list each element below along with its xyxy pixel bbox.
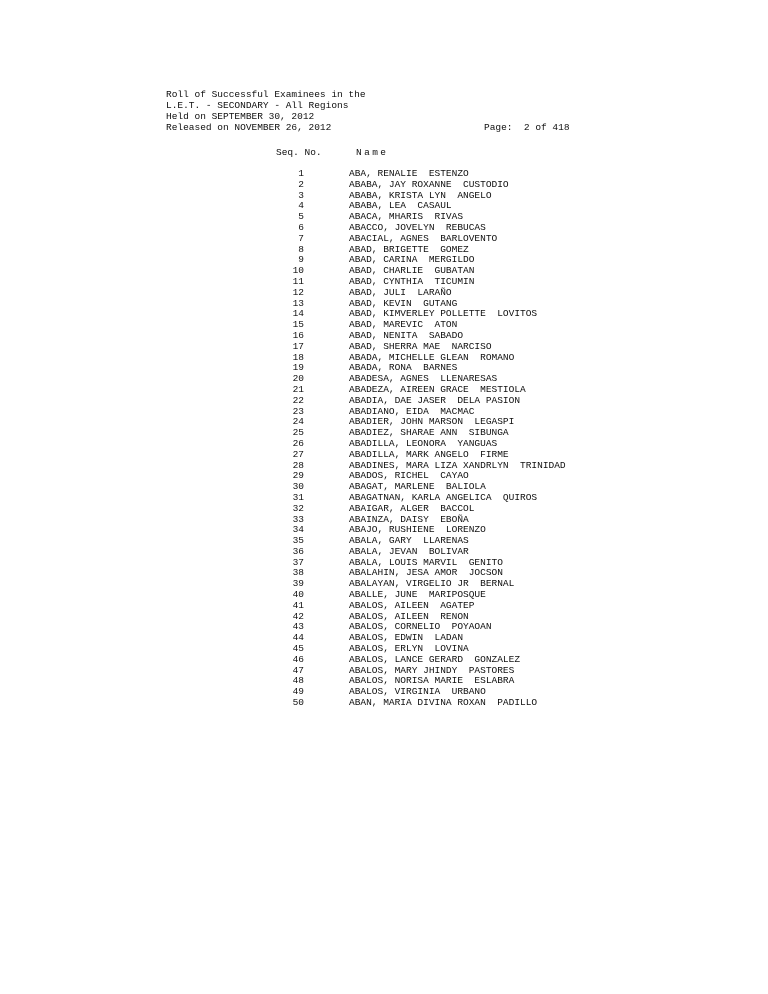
seq-number: 3: [298, 189, 304, 201]
examinee-name: ABALLE, JUNE MARIPOSQUE: [349, 589, 486, 601]
examinee-name: ABA, RENALIE ESTENZO: [349, 168, 469, 179]
seq-number: 33: [292, 513, 304, 525]
examinee-name: ABADILLA, LEONORA YANGUAS: [349, 437, 498, 449]
name-column-header: Name: [356, 147, 389, 158]
seq-number: 39: [292, 578, 304, 590]
seq-number: 13: [292, 297, 304, 309]
seq-number: 26: [292, 437, 304, 449]
seq-number: 4: [298, 200, 304, 212]
examinee-name: ABAGAT, MARLENE BALIOLA: [349, 481, 486, 493]
examinee-name: ABAD, CARINA MERGILDO: [349, 254, 475, 266]
seq-number: 44: [292, 632, 304, 644]
exam-date: Held on SEPTEMBER 30, 2012: [166, 111, 315, 122]
examinee-name: ABADESA, AGNES LLENARESAS: [349, 373, 498, 385]
examinee-name: ABADOS, RICHEL CAYAO: [349, 470, 469, 482]
examinee-name: ABADIANO, EIDA MACMAC: [349, 405, 475, 417]
seq-number: 11: [292, 275, 304, 287]
seq-number: 12: [292, 286, 304, 298]
examinee-name: ABAD, MAREVIC ATON: [349, 319, 458, 331]
seq-number: 15: [292, 319, 304, 331]
examinee-name: ABALOS, AILEEN AGATEP: [349, 599, 475, 611]
examinee-name: ABALOS, CORNELIO POYAOAN: [349, 621, 492, 633]
seq-number: 6: [298, 221, 304, 233]
examinee-name: ABAINZA, DAISY EBOÑA: [349, 513, 469, 525]
page-indicator: [484, 122, 570, 133]
examinee-name: ABALOS, MARY JHINDY PASTORES: [349, 664, 515, 676]
examinee-name: ABAD, NENITA SABADO: [349, 329, 464, 341]
examinee-name: ABALOS, LANCE GERARD GONZALEZ: [349, 653, 521, 665]
seq-number: 47: [292, 664, 304, 676]
examinee-name: ABALA, GARY LLARENAS: [349, 535, 469, 547]
examinee-name: ABACCO, JOVELYN REBUCAS: [349, 221, 486, 233]
examinee-name: ABADIA, DAE JASER DELA PASION: [349, 394, 521, 406]
seq-number: 19: [292, 362, 304, 374]
seq-number: 35: [292, 535, 304, 547]
examinee-name: ABAD, JULI LARAÑO: [349, 286, 452, 298]
examinee-name: ABALOS, VIRGINIA URBANO: [349, 686, 486, 698]
seq-number: 27: [292, 448, 304, 460]
examinee-name: ABAN, MARIA DIVINA ROXAN PADILLO: [349, 697, 538, 709]
seq-number: 36: [292, 545, 304, 557]
seq-number: 8: [298, 243, 304, 255]
seq-number: 50: [292, 697, 304, 709]
seq-number: 37: [292, 556, 304, 568]
examinee-name: ABADIEZ, SHARAE ANN SIBUNGA: [349, 427, 509, 439]
seq-number: 2: [298, 178, 304, 190]
seq-number: 1: [298, 168, 304, 179]
seq-number: 24: [292, 416, 304, 428]
report-title: Roll of Successful Examinees in the: [166, 89, 366, 100]
examinee-name: ABAIGAR, ALGER BACCOL: [349, 502, 475, 514]
seq-number: 48: [292, 675, 304, 687]
seq-number: 25: [292, 427, 304, 439]
seq-column-header: Seq. No.: [276, 147, 322, 158]
examinee-name: ABAD, KEVIN GUTANG: [349, 297, 458, 309]
seq-number: 23: [292, 405, 304, 417]
examinee-name: ABAD, KIMVERLEY POLLETTE LOVITOS: [349, 308, 538, 320]
examinee-name: ABALAYAN, VIRGELIO JR BERNAL: [349, 578, 515, 590]
seq-number: 34: [292, 524, 304, 536]
examinee-name: ABAGATNAN, KARLA ANGELICA QUIROS: [349, 491, 538, 503]
page-label: Page:: [484, 122, 513, 133]
list-item: [0, 698, 768, 709]
examinee-name: ABABA, JAY ROXANNE CUSTODIO: [349, 178, 509, 190]
examinee-name: ABABA, LEA CASAUL: [349, 200, 452, 212]
seq-number: 31: [292, 491, 304, 503]
examinee-name: ABADA, MICHELLE GLEAN ROMANO: [349, 351, 515, 363]
examinee-name: ABAD, BRIGETTE GOMEZ: [349, 243, 469, 255]
page-number: 2 of 418: [523, 122, 570, 133]
seq-number: 9: [298, 254, 304, 266]
examinee-name: ABALOS, ERLYN LOVINA: [349, 643, 469, 655]
examinee-name: ABACA, MHARIS RIVAS: [349, 211, 464, 223]
seq-number: 30: [292, 481, 304, 493]
seq-number: 28: [292, 459, 304, 471]
examinee-name: ABALA, LOUIS MARVIL GENITO: [349, 556, 503, 568]
seq-number: 38: [292, 567, 304, 579]
seq-number: 20: [292, 373, 304, 385]
seq-number: 29: [292, 470, 304, 482]
list-item: [0, 450, 768, 461]
release-date: Released on NOVEMBER 26, 2012: [166, 122, 332, 133]
examinee-name: ABALA, JEVAN BOLIVAR: [349, 545, 469, 557]
examinee-name: ABAD, SHERRA MAE NARCISO: [349, 340, 492, 352]
examinee-name: ABALOS, EDWIN LADAN: [349, 632, 464, 644]
examinee-name: ABAJO, RUSHIENE LORENZO: [349, 524, 486, 536]
exam-name: L.E.T. - SECONDARY - All Regions: [166, 100, 349, 111]
examinee-name: ABADINES, MARA LIZA XANDRLYN TRINIDAD: [349, 459, 566, 471]
seq-number: 40: [292, 589, 304, 601]
seq-number: 17: [292, 340, 304, 352]
examinee-name: ABACIAL, AGNES BARLOVENTO: [349, 232, 498, 244]
seq-number: 22: [292, 394, 304, 406]
seq-number: 32: [292, 502, 304, 514]
list-item: [0, 504, 768, 515]
seq-number: 42: [292, 610, 304, 622]
list-item: [0, 342, 768, 353]
seq-number: 5: [298, 211, 304, 223]
examinee-name: ABADEZA, AIREEN GRACE MESTIOLA: [349, 383, 526, 395]
examinee-name: ABALAHIN, JESA AMOR JOCSON: [349, 567, 503, 579]
examinee-name: ABADIER, JOHN MARSON LEGASPI: [349, 416, 515, 428]
seq-number: 45: [292, 643, 304, 655]
list-item: [0, 234, 768, 245]
examinee-name: ABADILLA, MARK ANGELO FIRME: [349, 448, 509, 460]
examinee-name: ABALOS, AILEEN RENON: [349, 610, 469, 622]
seq-number: 7: [298, 232, 304, 244]
examinee-name: ABABA, KRISTA LYN ANGELO: [349, 189, 492, 201]
seq-number: 21: [292, 383, 304, 395]
examinee-name: ABAD, CYNTHIA TICUMIN: [349, 275, 475, 287]
seq-number: 14: [292, 308, 304, 320]
seq-number: 46: [292, 653, 304, 665]
list-item: [0, 396, 768, 407]
seq-number: 41: [292, 599, 304, 611]
examinee-name: ABALOS, NORISA MARIE ESLABRA: [349, 675, 515, 687]
examinee-list: [0, 169, 768, 709]
seq-number: 18: [292, 351, 304, 363]
list-item: [0, 288, 768, 299]
seq-number: 10: [292, 265, 304, 277]
examinee-name: ABAD, CHARLIE GUBATAN: [349, 265, 475, 277]
list-item: [0, 180, 768, 191]
seq-number: 49: [292, 686, 304, 698]
examinee-name: ABADA, RONA BARNES: [349, 362, 458, 374]
seq-number: 43: [292, 621, 304, 633]
seq-number: 16: [292, 329, 304, 341]
